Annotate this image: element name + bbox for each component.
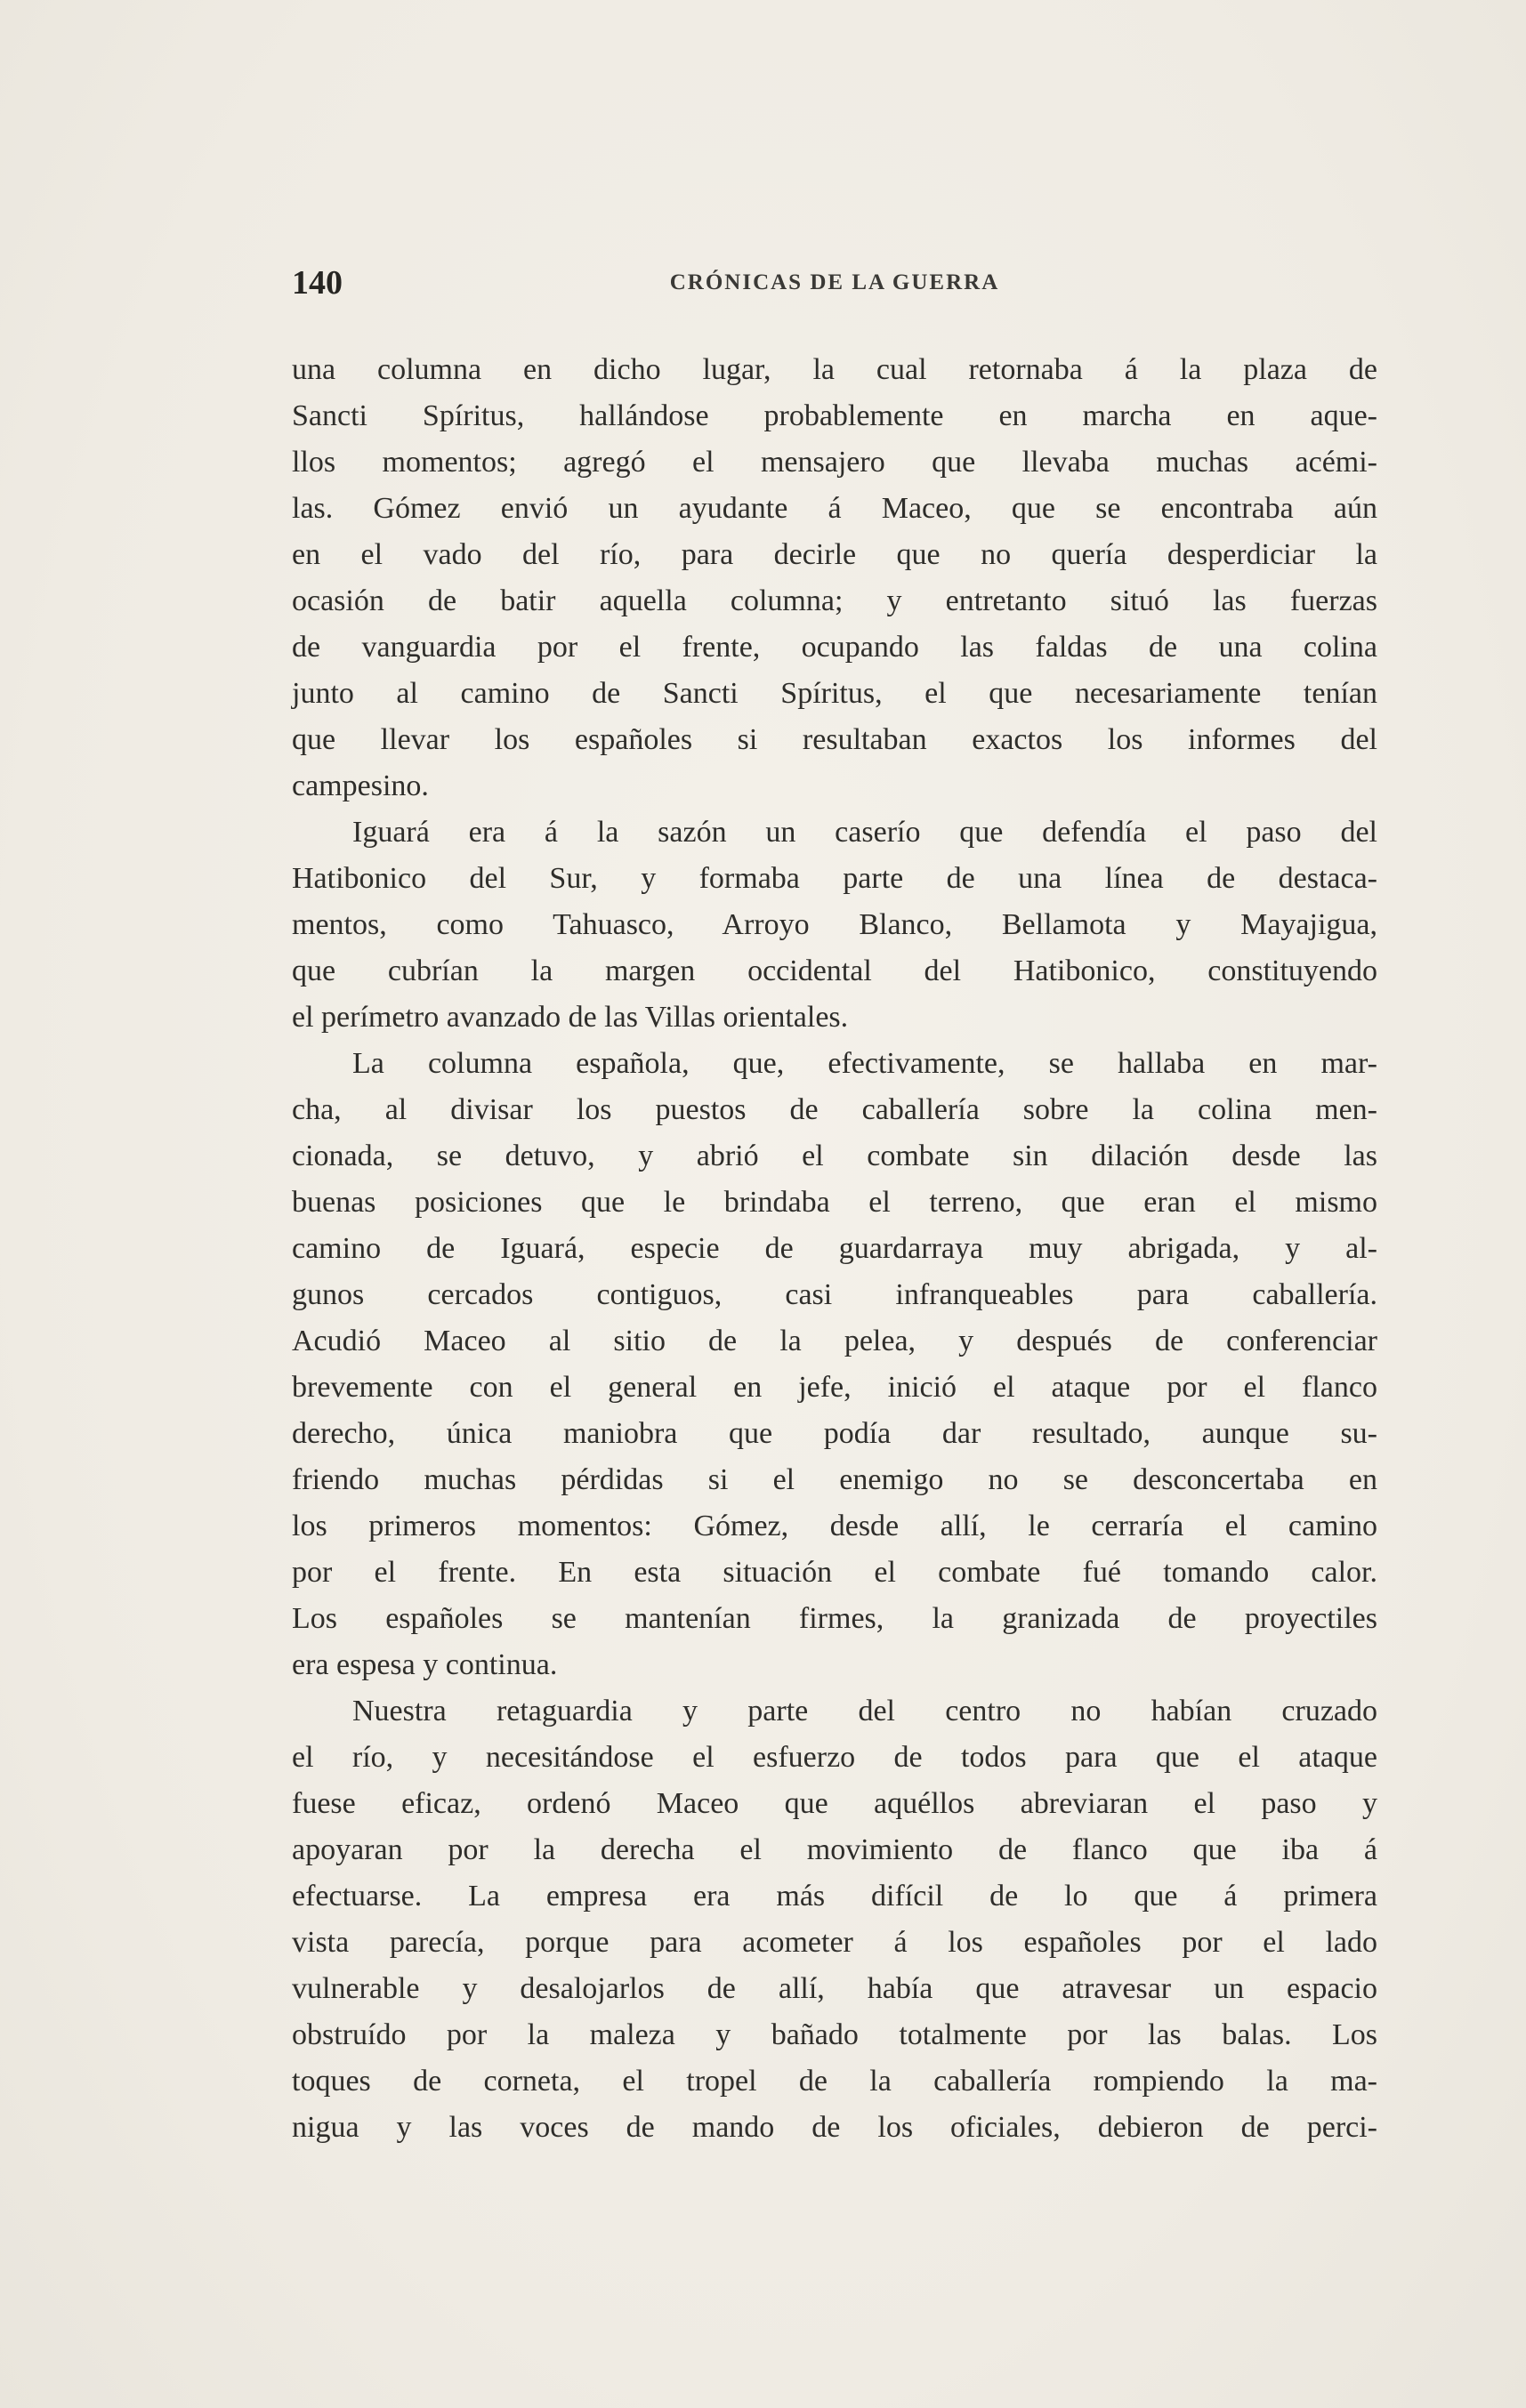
text-line: mentos, como Tahuasco, Arroyo Blanco, Bellamota y Mayajigua, xyxy=(292,908,1377,941)
text-line: buenas posiciones que le brindaba el terreno, que eran el mismo xyxy=(292,1186,1377,1219)
text-line: campesino. xyxy=(292,769,429,802)
text-line: Hatibonico del Sur, y formaba parte de una línea de destaca- xyxy=(292,862,1377,895)
text-line: toques de corneta, el tropel de la caballería rompiendo la ma- xyxy=(292,2065,1377,2098)
text-line: por el frente. En esta situación el combate fué tomando calor. xyxy=(292,1556,1377,1589)
text-line: Iguará era á la sazón un caserío que defendía el paso del xyxy=(352,816,1377,849)
text-line: ocasión de batir aquella columna; y entretanto situó las fuerzas xyxy=(292,584,1377,617)
text-line: fuese eficaz, ordenó Maceo que aquéllos abreviaran el paso y xyxy=(292,1787,1377,1820)
text-line: llos momentos; agregó el mensajero que llevaba muchas acémi- xyxy=(292,446,1377,479)
text-line: vulnerable y desalojarlos de allí, había que atravesar un espacio xyxy=(292,1972,1377,2005)
running-header xyxy=(292,263,1377,308)
text-line: las. Gómez envió un ayudante á Maceo, que se encontraba aún xyxy=(292,492,1377,525)
text-line: de vanguardia por el frente, ocupando las faldas de una colina xyxy=(292,631,1377,664)
text-line: era espesa y continua. xyxy=(292,1648,558,1681)
text-line: gunos cercados contiguos, casi infranqueables para caballería. xyxy=(292,1278,1377,1311)
text-line: camino de Iguará, especie de guardarraya muy abrigada, y al- xyxy=(292,1232,1377,1265)
paragraph xyxy=(292,347,1377,809)
text-line: derecho, única maniobra que podía dar resultado, aunque su- xyxy=(292,1417,1377,1450)
paragraph xyxy=(292,1688,1377,2151)
text-line: que cubrían la margen occidental del Hatibonico, constituyendo xyxy=(292,954,1377,987)
text-line: el río, y necesitándose el esfuerzo de todos para que el ataque xyxy=(292,1741,1377,1774)
text-line: que llevar los españoles si resultaban exactos los informes del xyxy=(292,723,1377,756)
running-title: CRÓNICAS DE LA GUERRA xyxy=(669,270,1000,294)
text-line: Los españoles se mantenían firmes, la granizada de proyectiles xyxy=(292,1602,1377,1635)
text-line: el perímetro avanzado de las Villas orientales. xyxy=(292,1001,849,1034)
text-line: en el vado del río, para decirle que no quería desperdiciar la xyxy=(292,538,1377,571)
page-number: 140 xyxy=(292,264,343,302)
text-line: La columna española, que, efectivamente, se hallaba en mar- xyxy=(352,1047,1377,1080)
text-line: junto al camino de Sancti Spíritus, el que necesariamente tenían xyxy=(292,677,1377,710)
body-text xyxy=(292,347,1377,2151)
text-line: nigua y las voces de mando de los oficiales, debieron de perci- xyxy=(292,2111,1377,2144)
text-line: cionada, se detuvo, y abrió el combate sin dilación desde las xyxy=(292,1140,1377,1172)
text-line: vista parecía, porque para acometer á los españoles por el lado xyxy=(292,1926,1377,1959)
text-line: apoyaran por la derecha el movimiento de flanco que iba á xyxy=(292,1833,1377,1866)
paragraph xyxy=(292,809,1377,1041)
text-line: Sancti Spíritus, hallándose probablemente en marcha en aque- xyxy=(292,399,1377,432)
text-line: una columna en dicho lugar, la cual retornaba á la plaza de xyxy=(292,353,1377,386)
text-line: efectuarse. La empresa era más difícil de lo que á primera xyxy=(292,1880,1377,1913)
paragraph xyxy=(292,1041,1377,1688)
text-line: friendo muchas pérdidas si el enemigo no se desconcertaba en xyxy=(292,1463,1377,1496)
text-line: los primeros momentos: Gómez, desde allí, le cerraría el camino xyxy=(292,1510,1377,1542)
text-line: obstruído por la maleza y bañado totalmente por las balas. Los xyxy=(292,2018,1377,2051)
text-line: brevemente con el general en jefe, inició el ataque por el flanco xyxy=(292,1371,1377,1404)
text-line: cha, al divisar los puestos de caballería sobre la colina men- xyxy=(292,1093,1377,1126)
text-line: Acudió Maceo al sitio de la pelea, y después de conferenciar xyxy=(292,1325,1377,1357)
text-line: Nuestra retaguardia y parte del centro no habían cruzado xyxy=(352,1695,1377,1727)
